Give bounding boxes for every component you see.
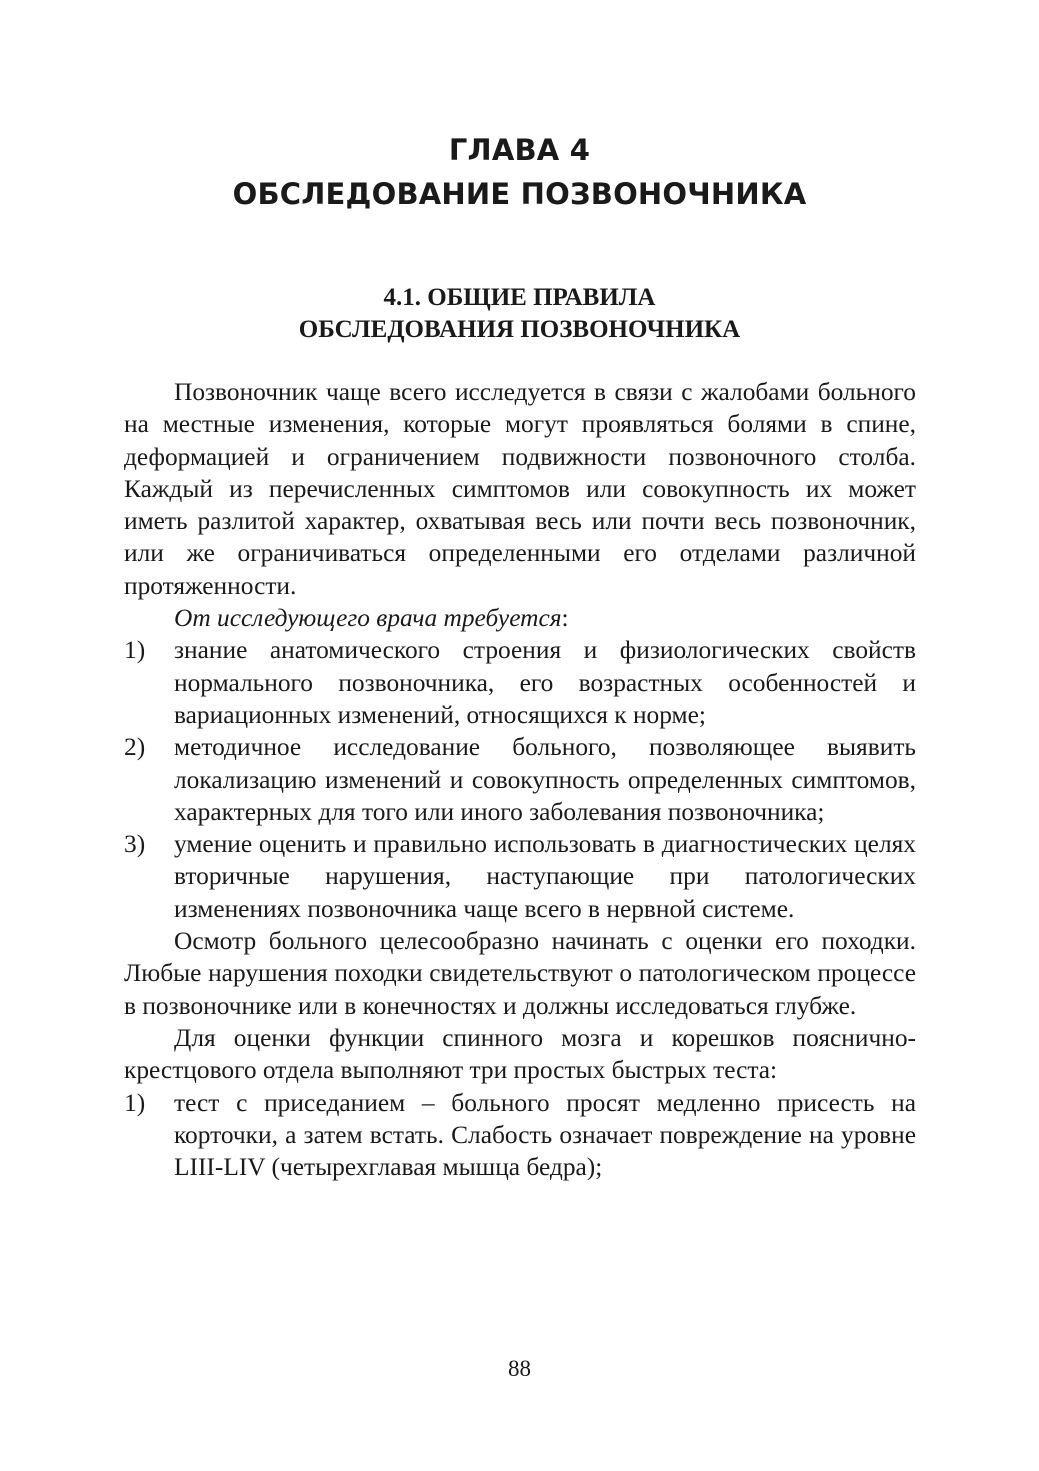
list-item	[124, 731, 916, 828]
list-item-number: 1)	[124, 1088, 146, 1117]
list-item-text: умение оценить и правильно использовать в диагностических целях вторичные нарушения, наступающие при патологических изменениях позвоночника чаще всего в нервной системе.	[174, 830, 916, 923]
chapter-title: ОБСЛЕДОВАНИЕ ПОЗВОНОЧНИКА	[232, 177, 807, 211]
list-item	[124, 634, 916, 731]
paragraph-requirements-lead	[124, 602, 916, 634]
section-heading	[0, 282, 1039, 346]
list-item-text: тест с приседанием – больного просят медленно присесть на корточки, а затем встать. Слабость означает повреждение на уровне LIII-LIV (четырехглавая мышца бедра);	[174, 1088, 916, 1182]
requirements-lead-italic: От исследующего врача требуется	[174, 604, 562, 633]
list-item-text: знание анатомического строения и физиологических свойств нормального позвоночника, его возрастных особенностей и вариационных изменений, относящихся к норме;	[174, 636, 916, 729]
body-text	[124, 376, 916, 1183]
list-item-number: 1)	[124, 636, 146, 665]
paragraph-tests-intro: Для оценки функции спинного мозга и корешков пояснично-крестцового отдела выполняют три простых быстрых теста:	[124, 1023, 916, 1085]
list-item-number: 2)	[124, 733, 146, 762]
list-item	[124, 828, 916, 925]
list-item-number: 3)	[124, 830, 146, 859]
list-item-text: методичное исследование больного, позволяющее выявить локализацию изменений и совокупность определенных симптомов, характерных для того или иного заболевания позвоночника;	[174, 733, 916, 826]
page-number: 88	[508, 1356, 531, 1381]
paragraph-intro: Позвоночник чаще всего исследуется в связи с жалобами больного на местные изменения, которые могут проявляться болями в спине, деформацией и ограничением подвижности позвоночного столба. Каждый из перечисленных симптомов или совокупность их может иметь разлитой характер, охватывая весь или почти весь позвоночник, или же ограничиваться определенными его отделами различной протяженности.	[124, 378, 916, 600]
section-title-line-1: 4.1. ОБЩИЕ ПРАВИЛА	[383, 284, 656, 311]
chapter-number: ГЛАВА 4	[448, 133, 591, 167]
section-title-line-2: ОБСЛЕДОВАНИЯ ПОЗВОНОЧНИКА	[298, 316, 741, 343]
requirements-lead-colon: :	[561, 604, 569, 633]
paragraph-gait: Осмотр больного целесообразно начинать с оценки его походки. Любые нарушения походки свидетельствуют о патологическом процессе в позвоночнике или в конечностях и должны исследоваться глубже.	[124, 927, 916, 1020]
chapter-heading	[0, 128, 1039, 216]
list-item	[124, 1087, 916, 1184]
